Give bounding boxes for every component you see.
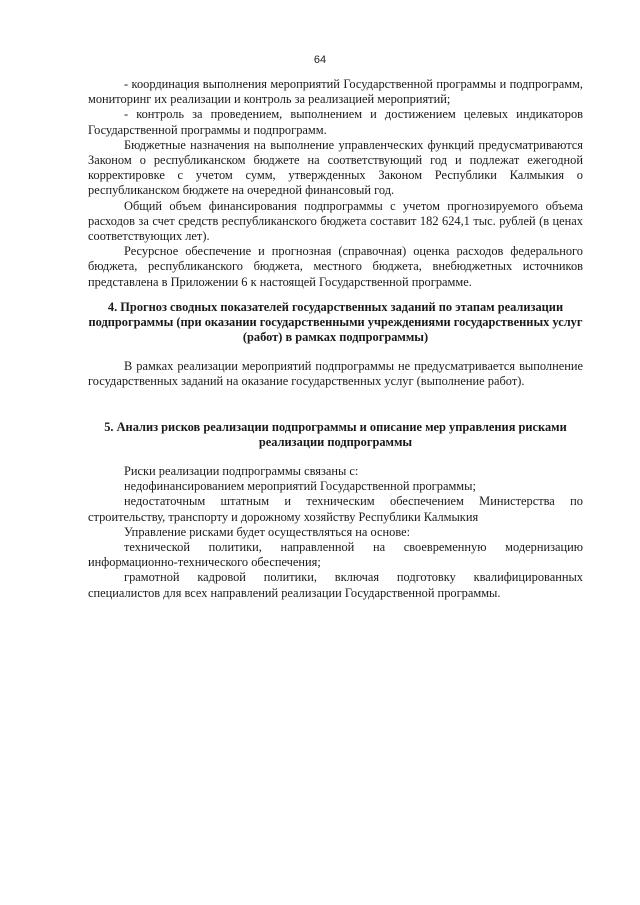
section-5-body <box>88 464 583 601</box>
paragraph-control: - контроль за проведением, выполнением и достижением целевых индикаторов Государственной программы и подпрограмм. <box>88 107 583 137</box>
paragraph-total-funding: Общий объем финансирования подпрограммы с учетом прогнозируемого объема расходов за счет средств республиканского бюджета составит 182 624,1 тыс. рублей (в ценах соответствующих лет). <box>88 198 583 244</box>
intro-block <box>88 77 583 290</box>
paragraph-resource-provision: Ресурсное обеспечение и прогнозная (справочная) оценка расходов федерального бюджета, республиканского бюджета, местного бюджета, внебюджетных источников представлена в Приложении 6 к настоящей Государственной программе. <box>88 244 583 289</box>
risk-technical-policy: технической политики, направленной на своевременную модернизацию информационно-технического обеспечения; <box>88 540 583 570</box>
risk-personnel-policy: грамотной кадровой политики, включая подготовку квалифицированных специалистов для всех направлений реализации Государственной программы. <box>88 570 583 600</box>
section-5-heading: 5. Анализ рисков реализации подпрограммы и описание мер управления рисками реализации подпрограммы <box>104 420 567 450</box>
risk-intro: Риски реализации подпрограммы связаны с: <box>124 464 359 478</box>
section-4-heading: 4. Прогноз сводных показателей государственных заданий по этапам реализации подпрограммы (при оказании государственными учреждениями государственных услуг (работ) в рамках подпрограммы) <box>88 300 583 345</box>
section-5 <box>88 420 583 450</box>
paragraph-coordination: - координация выполнения мероприятий Государственной программы и подпрограмм, мониторинг их реализации и контроль за реализацией мероприятий; <box>88 77 583 107</box>
risk-staffing: недостаточным штатным и техническим обеспечением Министерства по строительству, транспорту и дорожному хозяйству Республики Калмыкия <box>88 494 583 524</box>
paragraph-budget-assignments: Бюджетные назначения на выполнение управленческих функций предусматриваются Законом о республиканском бюджете на соответствующий год и подлежат ежегодной корректировке с учетом сумм, утвержденных Законом Республики Калмыкия о республиканском бюджете на очередной финансовый год. <box>88 137 583 198</box>
page-number: 64 <box>313 54 327 66</box>
section-4 <box>88 300 583 346</box>
section-4-text: В рамках реализации мероприятий подпрограммы не предусматривается выполнение государственных заданий на оказание государственных услуг (выполнение работ). <box>88 359 583 389</box>
risk-underfunding: недофинансированием мероприятий Государственной программы; <box>124 479 476 494</box>
section-4-body <box>88 359 583 389</box>
risk-management-intro: Управление рисками будет осуществляться на основе: <box>124 524 411 539</box>
